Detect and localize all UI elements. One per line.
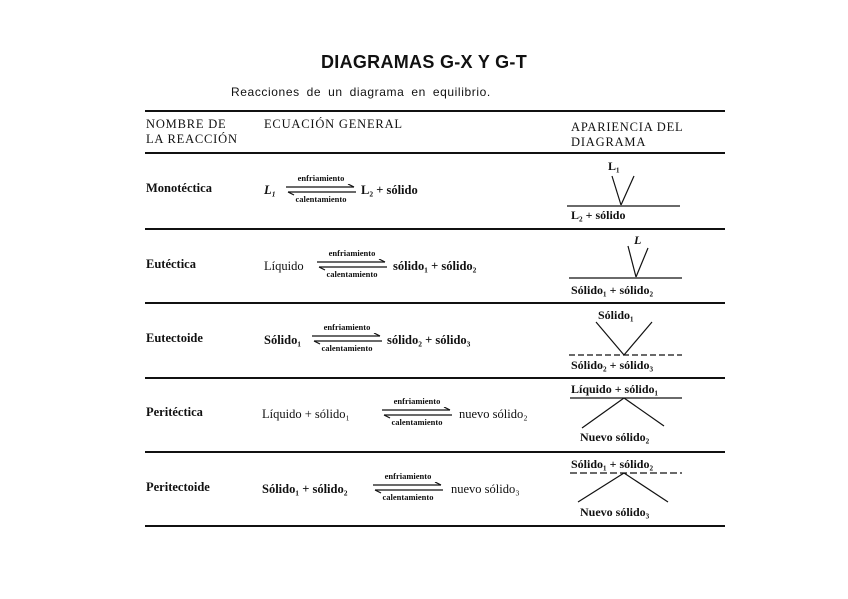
diagram-top-label: Sólido₁	[598, 308, 634, 322]
equation-right: nuevo sólido₂	[459, 407, 528, 421]
diagram-bottom-label: Sólido₂ + sólido₃	[571, 358, 654, 372]
equilibrium-arrow	[382, 396, 452, 430]
equation-left-text: L₁	[264, 183, 276, 197]
equilibrium-arrow	[286, 173, 356, 207]
peritectic-diagram	[560, 394, 690, 434]
diagram-top-label: L	[634, 233, 642, 247]
arrow-label-top: enfriamiento	[384, 471, 432, 481]
equation-left: Líquido + sólido₁	[262, 407, 350, 421]
equation-left: Líquido	[264, 259, 304, 273]
diagram-bottom-label: Nuevo sólido₃	[580, 505, 650, 519]
arrow-label-top: enfriamiento	[297, 173, 345, 183]
reaction-name: Peritectoide	[146, 480, 210, 494]
equation-right: nuevo sólido₃	[451, 482, 520, 496]
diagram-bottom-label: L₂ + sólido	[571, 208, 626, 222]
header-appearance-line2: DIAGRAMA	[571, 135, 647, 149]
equilibrium-arrow	[312, 322, 382, 356]
peritectoid-diagram	[560, 469, 690, 509]
arrow-label-top: enfriamiento	[323, 322, 371, 332]
arrow-label-top: enfriamiento	[393, 396, 441, 406]
diagram-bottom-label: Nuevo sólido₂	[580, 430, 650, 444]
monotectic-diagram	[560, 170, 690, 210]
row-divider	[145, 377, 725, 379]
reaction-name: Eutéctica	[146, 257, 196, 271]
page-title: DIAGRAMAS G-X Y G-T	[320, 52, 528, 72]
table-caption: Reacciones de un diagrama en equilibrio.	[231, 85, 491, 99]
diagram-top-label: Sólido₁ + sólido₂	[571, 457, 654, 471]
diagram-top-label: L₁	[608, 159, 620, 173]
diagram-top-label: Líquido + sólido₁	[571, 382, 659, 396]
arrow-label-bottom: calentamiento	[382, 492, 434, 502]
equation-left	[264, 183, 276, 198]
header-name-line2: LA REACCIÓN	[146, 132, 238, 146]
equation-left: Sólido₁	[264, 333, 302, 347]
header-rule	[145, 152, 725, 154]
diagram-bottom-label: Sólido₁ + sólido₂	[571, 283, 654, 297]
equation-right: sólido₂ + sólido₃	[387, 333, 471, 347]
header-equation: ECUACIÓN GENERAL	[264, 117, 403, 131]
table-bottom-rule	[145, 525, 725, 527]
arrow-label-bottom: calentamiento	[321, 343, 373, 353]
row-divider	[145, 228, 725, 230]
arrow-label-bottom: calentamiento	[295, 194, 347, 204]
equation-right: L₂ + sólido	[361, 183, 418, 197]
eutectoid-diagram	[560, 318, 690, 358]
header-appearance	[571, 120, 683, 150]
row-divider	[145, 451, 725, 453]
reaction-name: Monotéctica	[146, 181, 212, 195]
table-top-rule	[145, 110, 725, 112]
arrow-label-top: enfriamiento	[328, 248, 376, 258]
equation-left: Sólido₁ + sólido₂	[262, 482, 348, 496]
eutectic-diagram	[560, 240, 690, 282]
header-appearance-line1: APARIENCIA DEL	[571, 120, 684, 134]
row-divider	[145, 302, 725, 304]
equation-right: sólido₁ + sólido₂	[393, 259, 477, 273]
reaction-name: Eutectoide	[146, 331, 203, 345]
equilibrium-arrow	[373, 471, 443, 505]
equilibrium-arrow	[317, 248, 387, 282]
header-name	[146, 117, 238, 147]
header-name-line1: NOMBRE DE	[146, 117, 227, 131]
arrow-label-bottom: calentamiento	[326, 269, 378, 279]
arrow-label-bottom: calentamiento	[391, 417, 443, 427]
reaction-name: Peritéctica	[146, 405, 203, 419]
